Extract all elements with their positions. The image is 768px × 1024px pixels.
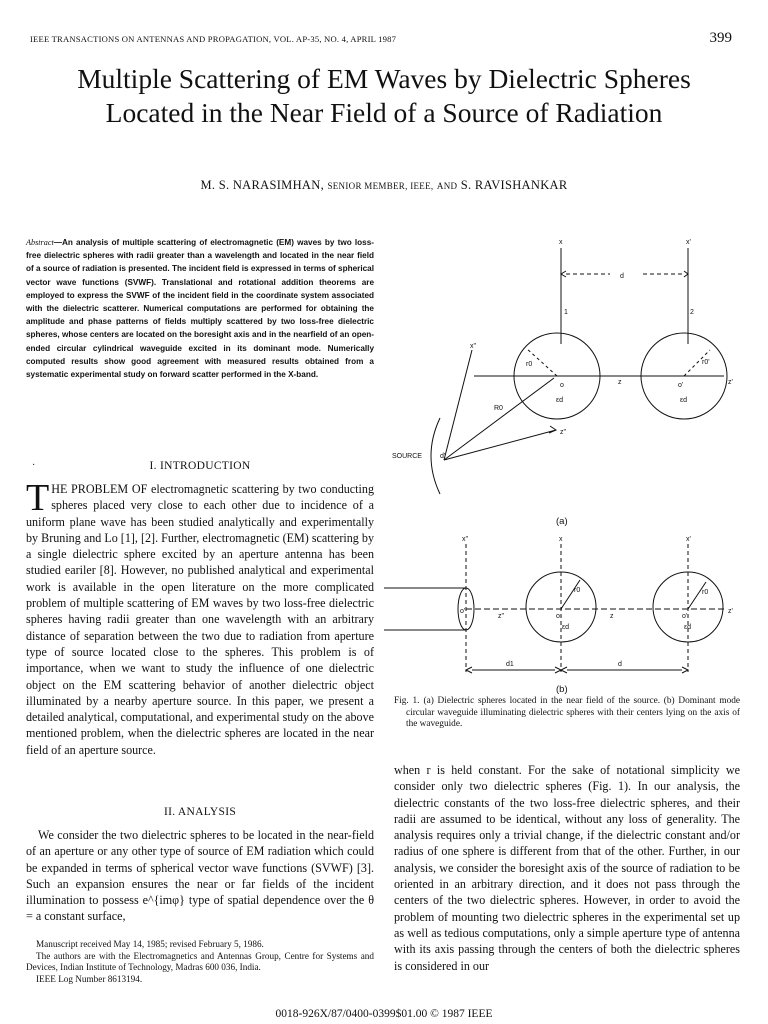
- radius-1-b: [561, 580, 580, 609]
- d-arrow-right: [684, 271, 688, 277]
- label-o-prime: o': [678, 382, 684, 389]
- label-z-prime: z': [728, 379, 733, 386]
- label-d-prime: d': [440, 453, 446, 460]
- figure-caption: [394, 696, 740, 731]
- label-r0-prime: r0': [702, 359, 710, 366]
- label-b-o: o: [556, 613, 560, 620]
- panel-b-label: (b): [556, 684, 568, 695]
- author-1-role: SENIOR MEMBER, IEEE,: [327, 181, 434, 191]
- right-column-body: [394, 762, 740, 974]
- label-b-x: x: [559, 536, 563, 543]
- abstract-text: —An analysis of multiple scattering of electromagnetic (EM) waves by two loss-free dielectric spheres with radii greater than a wavelength and located in the near field of a source of radiation is presented. The incident field is expressed in terms of spherical vector wave functions (SVWF). Translational and rotational addition theorems are employed to express the SVWF of the incident field in the coordinate system associated with the dielectric scatterer. Numerical computations are performed for obtaining the amplitude and phase patterns of fields multiply scattered by two loss-free dielectric spheres, whose centers are located on the boresight axis and in the nearfield of an open-ended circular cylindrical waveguide excited in its dominant mode. Numerically computed results show good agreement with measured results obtained from a systematic experimental study on forward scatter performed in the X-band.: [26, 238, 374, 380]
- author-line: [30, 178, 738, 193]
- section-heading-analysis: II. ANALYSIS: [163, 806, 237, 818]
- analysis-body: [26, 827, 374, 925]
- figure-1: [384, 232, 740, 696]
- label-b-d: d: [618, 661, 622, 668]
- section-heading-introduction: I. INTRODUCTION: [149, 460, 251, 472]
- stray-mark: ·: [32, 460, 36, 471]
- label-z: z: [618, 379, 622, 386]
- abstract-lead: Abstract: [26, 238, 54, 247]
- paper-title: Multiple Scattering of EM Waves by Dielectric Spheres Located in the Near Field of a Source of Radiation: [77, 63, 691, 128]
- caption-text: (a) Dielectric spheres located in the near field of the source. (b) Dominant mode circular waveguide illuminating dielectric spheres with their centers lying on the axis of the waveguide.: [406, 696, 740, 730]
- label-b-z-prime: z': [728, 608, 733, 615]
- label-eps-1: εd: [556, 397, 564, 404]
- label-b-z-dprime: z'': [498, 613, 505, 620]
- author-1: M. S. NARASIMHAN,: [200, 178, 325, 192]
- label-x-prime: x': [686, 239, 691, 246]
- label-z-dprime: z'': [560, 429, 567, 436]
- caption-label: Fig. 1.: [394, 696, 420, 706]
- label-b-x-prime: x': [686, 536, 691, 543]
- label-x-dprime: x'': [470, 343, 477, 350]
- page-number: 399: [709, 30, 732, 46]
- footnote-line-3: IEEE Log Number 8613194.: [36, 973, 143, 984]
- drop-cap: T: [26, 477, 50, 519]
- label-b-d1: d1: [506, 661, 514, 668]
- label-b-r0: r0: [574, 587, 581, 594]
- d-arrow-left: [561, 271, 566, 277]
- copyright-line: 0018-926X/87/0400-0399$01.00 © 1987 IEEE: [275, 1008, 493, 1020]
- label-two: 2: [690, 309, 694, 316]
- footnote-line-2: The authors are with the Electromagnetics and Antennas Group, Centre for Systems and Devices, Indian Institute of Technology, Madras 600 036, India.: [26, 950, 374, 972]
- label-b-o-prime: o': [682, 613, 688, 620]
- abstract: [26, 236, 374, 381]
- analysis-paragraph: We consider the two dielectric spheres to be located in the near-field of an aperture or any other type of source of EM radiation which could be expanded in terms of spherical vector wave functions (SVWF) [3]. Such an expansion ensures the near or far fields of the incident illumination to possess e^{imφ} type of spatial dependence over the θ = a constant surface,: [26, 828, 374, 924]
- R0-vector: [444, 378, 554, 460]
- label-one: 1: [564, 309, 568, 316]
- label-source: SOURCE: [392, 453, 422, 460]
- label-b-o-dprime: o'': [460, 608, 467, 615]
- label-b-eps-1: εd: [562, 624, 570, 631]
- introduction-paragraph: HE PROBLEM OF electromagnetic scattering by two conducting spheres placed very close to each other due to incidence of a uniform plane wave has been studied analytically and experimentally by Bruning and Lo [1], [2]. Further, electromagnetic (EM) scattering by a single dielectric sphere excited by an aperture antenna has been studied eariler [8]. However, no published analytical and experimental work is available in the open literature on the more complicated problem of multiple scattering of EM waves by two loss-free dielectric spheres having radii greater than one wavelength with an arbitrary distance of separation between the two due to radiation from aperture type of source located close to the spheres. This problem is of importance, when we want to study the influence of one dielectric object on the EM scattering behavior of another dielectric object illuminated by a nearby aperture source. In this paper, we present a detailed analytical, computational, and experimental study on the above mentioned problem, when the dielectric spheres are located in the near field of an aperture source.: [26, 482, 374, 757]
- panel-a-label: (a): [556, 516, 568, 527]
- author-2: S. RAVISHANKAR: [460, 178, 568, 192]
- label-r0: r0: [526, 361, 533, 368]
- footnote-line-1: Manuscript received May 14, 1985; revised February 5, 1986.: [36, 939, 264, 949]
- label-b-z: z: [610, 613, 614, 620]
- label-d: d: [620, 273, 624, 280]
- author-conjunction: AND: [436, 181, 458, 191]
- label-eps-2: εd: [680, 397, 688, 404]
- label-b-eps-2: εd: [684, 624, 692, 631]
- introduction-body: [26, 477, 374, 758]
- label-o: o: [560, 382, 564, 389]
- label-b-x-dprime: x'': [462, 536, 469, 543]
- footnote: [26, 939, 374, 985]
- running-head: IEEE TRANSACTIONS ON ANTENNAS AND PROPAGATION, VOL. AP-35, NO. 4, APRIL 1987: [30, 34, 397, 44]
- x-dprime-axis-line: [444, 350, 472, 460]
- source-aperture: [431, 418, 440, 494]
- label-x: x: [559, 239, 563, 246]
- label-R0: R0: [494, 405, 503, 412]
- right-column-paragraph: when r is held constant. For the sake of notational simplicity we consider only two dielectric spheres (Fig. 1). In our analysis, the dielectric constants of the two loss-free dielectric spheres, and their radii are assumed to be identical, without any loss of generality. The analysis requires only a trivial change, if the dielectric constant and/or radius of one sphere is different from that of the other. Further, in our analysis, we consider the boresight axis of the source of radiation to be oriented in an arbitrary direction, and it does not pass through the centers of the two dielectric spheres. However, in order to avoid the problem of mounting two dielectric spheres in the experimental set up as well as tedious computations, only a simple aperture type of antenna with its axis passing through the centers of both the dielectric spheres is considered in our: [394, 763, 740, 973]
- label-b-r0-2: r0: [702, 589, 709, 596]
- z-dprime-axis-line: [444, 430, 556, 460]
